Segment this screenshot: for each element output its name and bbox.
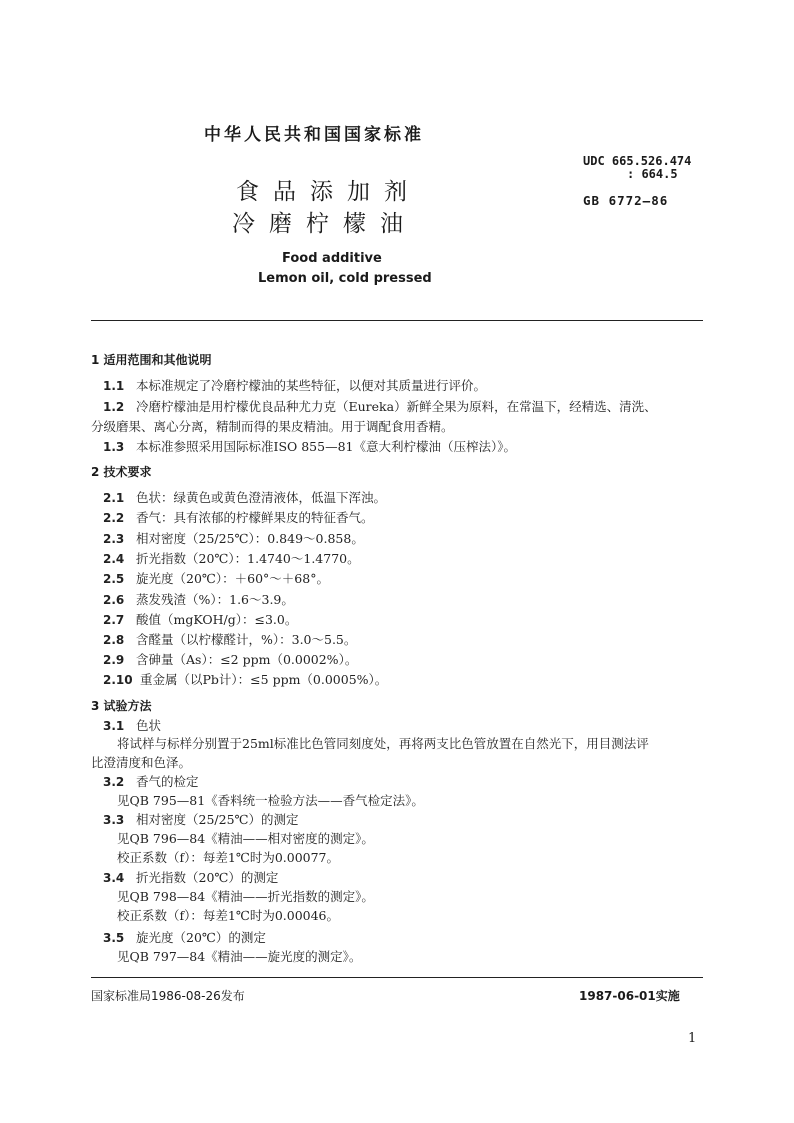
clause-title: 色状 (136, 718, 162, 733)
title-en-line1: Food additive (282, 251, 382, 266)
clause-3-1-text: 将试样与标样分别置于25ml标准比色管同刻度处，再将两支比色管放置在自然光下，用目测法评 (117, 736, 649, 751)
clause-title: 相对密度（25/25℃）的测定 (136, 812, 299, 827)
clause-number: 2.7 (103, 613, 125, 627)
clause-3-3 (103, 810, 299, 828)
clause-number: 2.9 (103, 653, 125, 667)
clause-3-2-text: 见QB 795—81《香料统一检验方法——香气检定法》。 (117, 793, 424, 808)
udc-line2: : 664.5 (627, 167, 678, 181)
clause-number: 2.5 (103, 572, 125, 586)
title-en-line2: Lemon oil, cold pressed (258, 271, 432, 286)
page-number: 1 (688, 1031, 697, 1046)
clause-text: 色状：绿黄色或黄色澄清液体，低温下浑浊。 (136, 490, 387, 505)
clause-3-3-text: 见QB 796—84《精油——相对密度的测定》。 (117, 831, 374, 846)
section-3-heading: 3 试验方法 (91, 699, 152, 713)
clause-number: 3.1 (103, 719, 125, 733)
clause-3-5-text: 见QB 797—84《精油——旋光度的测定》。 (117, 949, 362, 964)
clause-1-2 (103, 397, 657, 415)
header-divider (91, 320, 703, 321)
clause-text: 相对密度（25/25℃）：0.849～0.858。 (136, 531, 364, 546)
issue-date: 国家标准局1986-08-26发布 (91, 989, 245, 1003)
clause-number: 3.3 (103, 813, 125, 827)
clause-text: 本标准规定了冷磨柠檬油的某些特征，以便对其质量进行评价。 (136, 378, 487, 393)
clause-text: 旋光度（20℃）：＋60°～＋68°。 (136, 571, 329, 586)
title-cn-line2: 冷磨柠檬油 (232, 211, 417, 237)
clause-number: 1.2 (103, 400, 125, 414)
clause-3-4 (103, 868, 278, 886)
clause-2-8 (103, 630, 356, 648)
clause-number: 1.1 (103, 379, 125, 393)
udc-line1: UDC 665.526.474 (583, 154, 692, 168)
clause-title: 旋光度（20℃）的测定 (136, 930, 266, 945)
clause-title: 香气的检定 (136, 774, 199, 789)
clause-2-10 (103, 670, 387, 688)
clause-number: 2.1 (103, 491, 125, 505)
clause-text: 含醛量（以柠檬醛计，%）：3.0～5.5。 (136, 632, 357, 647)
effective-date: 1987-06-01实施 (579, 989, 680, 1003)
clause-number: 3.4 (103, 871, 125, 885)
clause-number: 2.8 (103, 633, 125, 647)
country-standard-heading: 中华人民共和国国家标准 (204, 125, 424, 145)
clause-3-1 (103, 716, 161, 734)
clause-3-3-correction: 校正系数（f）：每差1℃时为0.00077。 (117, 850, 340, 865)
clause-number: 2.10 (103, 673, 133, 687)
clause-2-6 (103, 590, 294, 608)
clause-number: 3.5 (103, 931, 125, 945)
clause-text: 冷磨柠檬油是用柠檬优良品种尤力克（Eureka）新鲜全果为原料，在常温下，经精选、清洗、 (136, 399, 657, 414)
clause-text: 重金属（以Pb计）：≤5 ppm（0.0005%）。 (140, 672, 388, 687)
clause-number: 2.6 (103, 593, 125, 607)
udc-classification (583, 155, 691, 181)
clause-text: 香气：具有浓郁的柠檬鲜果皮的特征香气。 (136, 510, 374, 525)
clause-3-1-text-continued: 比澄清度和色泽。 (91, 755, 192, 770)
clause-text: 本标准参照采用国际标准ISO 855—81《意大利柠檬油（压榨法）》。 (136, 439, 516, 454)
clause-3-2 (103, 772, 199, 790)
clause-3-4-correction: 校正系数（f）：每差1℃时为0.00046。 (117, 908, 340, 923)
clause-2-9 (103, 650, 357, 668)
section-1-heading: 1 适用范围和其他说明 (91, 353, 212, 367)
clause-1-3 (103, 437, 516, 455)
clause-number: 3.2 (103, 775, 125, 789)
clause-text: 蒸发残渣（%）：1.6～3.9。 (136, 592, 294, 607)
clause-2-2 (103, 508, 374, 526)
clause-1-2-continued: 分级磨果、离心分离，精制而得的果皮精油。用于调配食用香精。 (91, 419, 454, 434)
section-2-heading: 2 技术要求 (91, 465, 152, 479)
gb-number: GB 6772—86 (583, 193, 669, 208)
clause-3-4-text: 见QB 798—84《精油——折光指数的测定》。 (117, 889, 374, 904)
clause-text: 酸值（mgKOH/g）：≤3.0。 (136, 612, 298, 627)
clause-2-1 (103, 488, 386, 506)
footer-divider (91, 977, 703, 978)
clause-number: 2.3 (103, 532, 125, 546)
clause-2-5 (103, 569, 329, 587)
clause-number: 1.3 (103, 440, 125, 454)
clause-1-1 (103, 376, 486, 394)
clause-2-3 (103, 529, 364, 547)
clause-2-4 (103, 549, 360, 567)
clause-number: 2.2 (103, 511, 125, 525)
clause-number: 2.4 (103, 552, 125, 566)
clause-2-7 (103, 610, 297, 628)
clause-text: 折光指数（20℃）：1.4740～1.4770。 (136, 551, 360, 566)
title-cn-line1: 食品添加剂 (236, 179, 421, 205)
clause-3-5 (103, 928, 266, 946)
clause-text: 含砷量（As）：≤2 ppm（0.0002%）。 (136, 652, 358, 667)
clause-title: 折光指数（20℃）的测定 (136, 870, 279, 885)
